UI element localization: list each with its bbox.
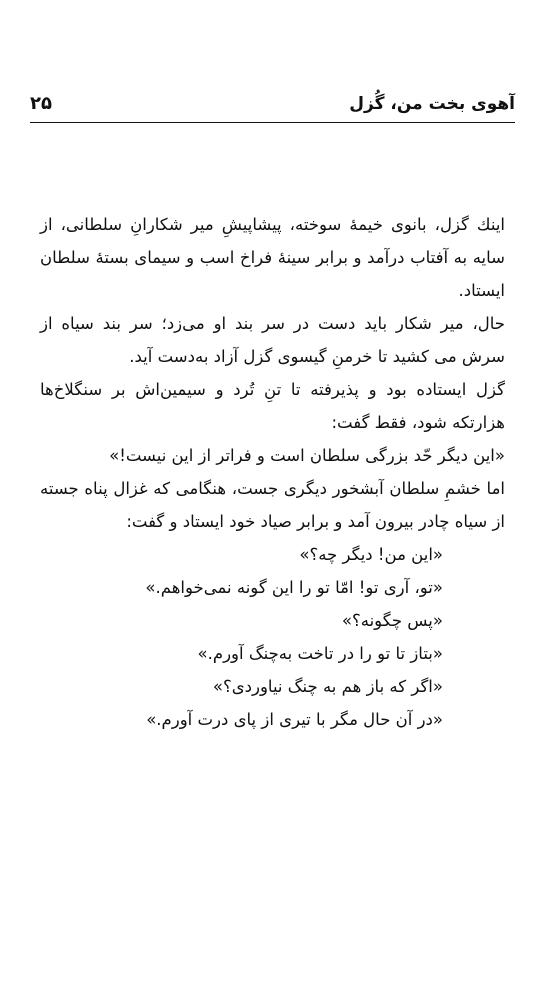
page-number: ۲۵	[30, 93, 52, 114]
dialogue-line-1: «این من! دیگر چه؟»	[299, 545, 443, 564]
dialogue-line-6: «در آن حال مگر با تیری از پای درت آورم.»	[146, 710, 443, 729]
header-divider	[30, 122, 515, 123]
paragraph-5: اما خشمِ سلطان آبشخور دیگری جست، هنگامی که غزال پناه جسته از سیاه چادر بیرون آمد و برابر صیاد خود ایستاد و گفت:	[40, 479, 505, 531]
dialogue-line-4: «بتاز تا تو را در تاخت به‌چنگ آورم.»	[197, 644, 443, 663]
paragraph-3: گزل ایستاده بود و پذیرفته تا تنِ تُرد و سیمین‌اش بر سنگلاخ‌ها هزارتکه شود، فقط گفت:	[40, 380, 505, 432]
paragraph-2: حال، میر شکار باید دست در سر بند او می‌زد؛ سر بند سیاه از سرش می کشید تا خرمنِ گیسوی گزل آزاد به‌دست آید.	[40, 314, 505, 366]
paragraph-1: اینك گزل، بانوی خیمهٔ سوخته، پیشاپیشِ میر شکارانِ سلطانی، از سایه به آفتاب درآمد و برابر سینهٔ فراخ اسب و سیمای بستهٔ سلطان ایستاد.	[40, 215, 505, 300]
page-header	[30, 88, 515, 118]
body-text	[40, 208, 505, 736]
running-title: آهوی بخت من، گُزل	[349, 94, 515, 114]
paragraph-4: «این دیگر حّد بزرگی سلطان است و فراتر از این نیست!»	[109, 446, 505, 465]
dialogue-line-2: «تو، آری تو! امّا تو را این گونه نمی‌خواهم.»	[145, 578, 443, 597]
dialogue-line-5: «اگر که باز هم به چنگ نیاوردی؟»	[212, 677, 443, 696]
dialogue-line-3: «پس چگونه؟»	[341, 611, 443, 630]
